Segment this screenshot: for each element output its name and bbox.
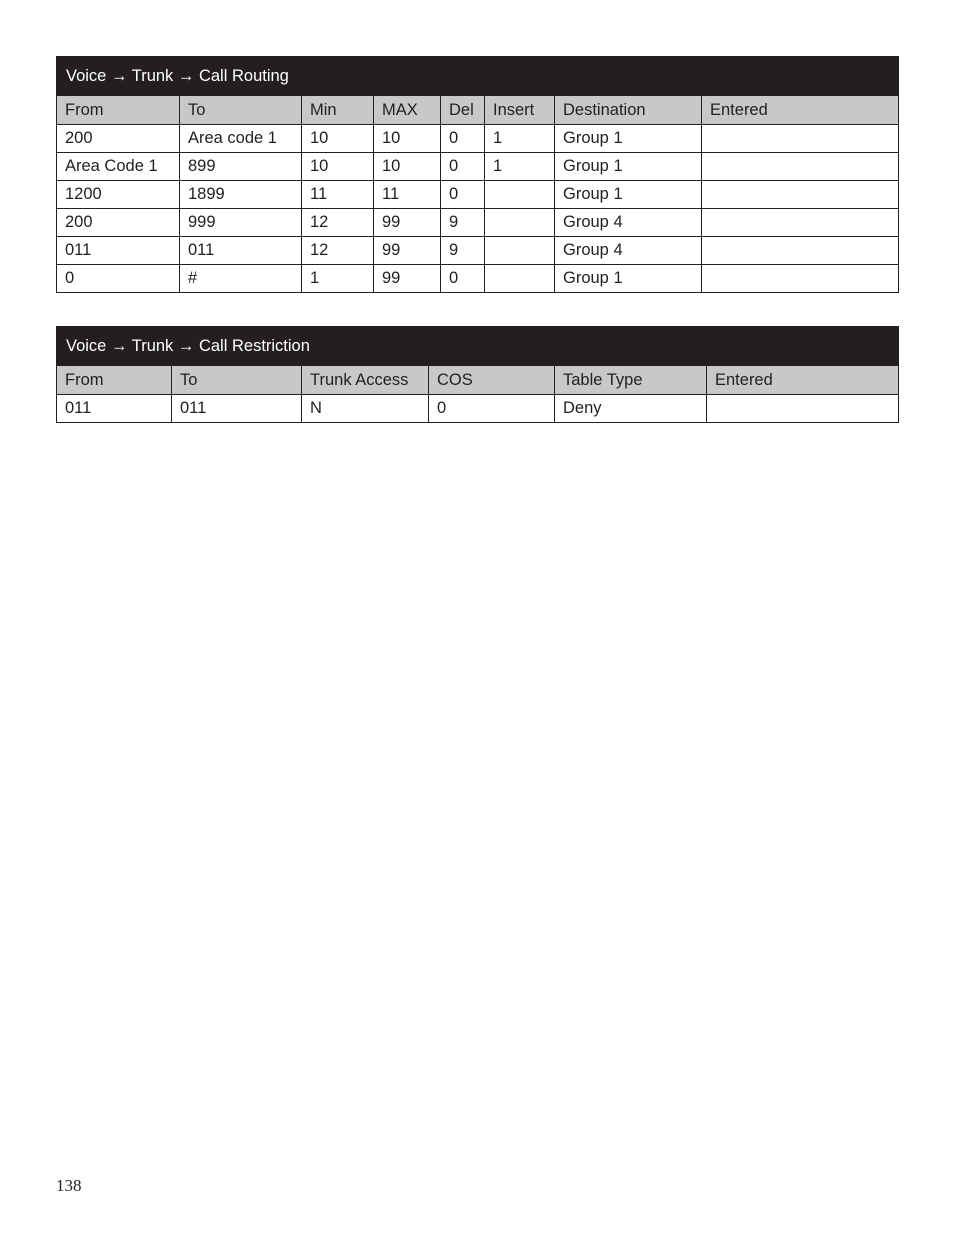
cell-max: 99	[374, 237, 441, 265]
column-header-insert: Insert	[485, 96, 555, 125]
column-header-del: Del	[441, 96, 485, 125]
cell-to: 999	[180, 209, 302, 237]
column-header-from: From	[57, 96, 180, 125]
cell-to: 899	[180, 153, 302, 181]
table-row	[57, 153, 899, 181]
cell-min: 10	[302, 153, 374, 181]
cell-min: 10	[302, 125, 374, 153]
table-row	[57, 181, 899, 209]
cell-insert	[485, 181, 555, 209]
column-header-max: MAX	[374, 96, 441, 125]
cell-from: 1200	[57, 181, 180, 209]
cell-insert	[485, 237, 555, 265]
cell-destination: Group 1	[555, 125, 702, 153]
cell-entered	[702, 153, 899, 181]
cell-max: 10	[374, 153, 441, 181]
cell-from: 011	[57, 237, 180, 265]
cell-to: #	[180, 265, 302, 293]
cell-entered	[702, 181, 899, 209]
cell-destination: Group 4	[555, 237, 702, 265]
table-row	[57, 237, 899, 265]
table-row	[57, 209, 899, 237]
cell-entered	[702, 125, 899, 153]
call-routing-table	[56, 56, 899, 293]
column-header-entered: Entered	[702, 96, 899, 125]
cell-from: 0	[57, 265, 180, 293]
cell-min: 1	[302, 265, 374, 293]
cell-entered	[702, 265, 899, 293]
cell-max: 10	[374, 125, 441, 153]
cell-from: 200	[57, 125, 180, 153]
cell-min: 11	[302, 181, 374, 209]
page-number: 138	[56, 1176, 82, 1195]
column-header-entered: Entered	[707, 366, 899, 395]
cell-entered	[702, 209, 899, 237]
call-routing-title: Voice → Trunk → Call Routing	[57, 57, 899, 96]
cell-min: 12	[302, 237, 374, 265]
cell-trunk-access: N	[302, 395, 429, 423]
cell-entered	[702, 237, 899, 265]
column-header-from: From	[57, 366, 172, 395]
cell-del: 0	[441, 125, 485, 153]
call-restriction-header-row	[57, 366, 899, 395]
cell-to: 1899	[180, 181, 302, 209]
cell-from: Area Code 1	[57, 153, 180, 181]
cell-max: 99	[374, 209, 441, 237]
cell-insert	[485, 265, 555, 293]
cell-insert: 1	[485, 153, 555, 181]
cell-destination: Group 4	[555, 209, 702, 237]
cell-destination: Group 1	[555, 153, 702, 181]
cell-del: 0	[441, 153, 485, 181]
cell-destination: Group 1	[555, 181, 702, 209]
cell-to: 011	[172, 395, 302, 423]
cell-max: 99	[374, 265, 441, 293]
cell-del: 0	[441, 181, 485, 209]
cell-to: Area code 1	[180, 125, 302, 153]
cell-from: 200	[57, 209, 180, 237]
column-header-table-type: Table Type	[555, 366, 707, 395]
cell-table-type: Deny	[555, 395, 707, 423]
cell-del: 9	[441, 209, 485, 237]
column-header-to: To	[180, 96, 302, 125]
call-routing-header-row	[57, 96, 899, 125]
column-header-trunk-access: Trunk Access	[302, 366, 429, 395]
column-header-destination: Destination	[555, 96, 702, 125]
cell-del: 0	[441, 265, 485, 293]
table-row	[57, 395, 899, 423]
cell-cos: 0	[429, 395, 555, 423]
cell-from: 011	[57, 395, 172, 423]
cell-insert	[485, 209, 555, 237]
table-row	[57, 265, 899, 293]
table-row	[57, 125, 899, 153]
cell-destination: Group 1	[555, 265, 702, 293]
cell-del: 9	[441, 237, 485, 265]
call-restriction-table	[56, 326, 899, 423]
column-header-min: Min	[302, 96, 374, 125]
cell-to: 011	[180, 237, 302, 265]
column-header-to: To	[172, 366, 302, 395]
call-restriction-title: Voice → Trunk → Call Restriction	[57, 327, 899, 366]
cell-max: 11	[374, 181, 441, 209]
cell-insert: 1	[485, 125, 555, 153]
column-header-cos: COS	[429, 366, 555, 395]
cell-entered	[707, 395, 899, 423]
cell-min: 12	[302, 209, 374, 237]
